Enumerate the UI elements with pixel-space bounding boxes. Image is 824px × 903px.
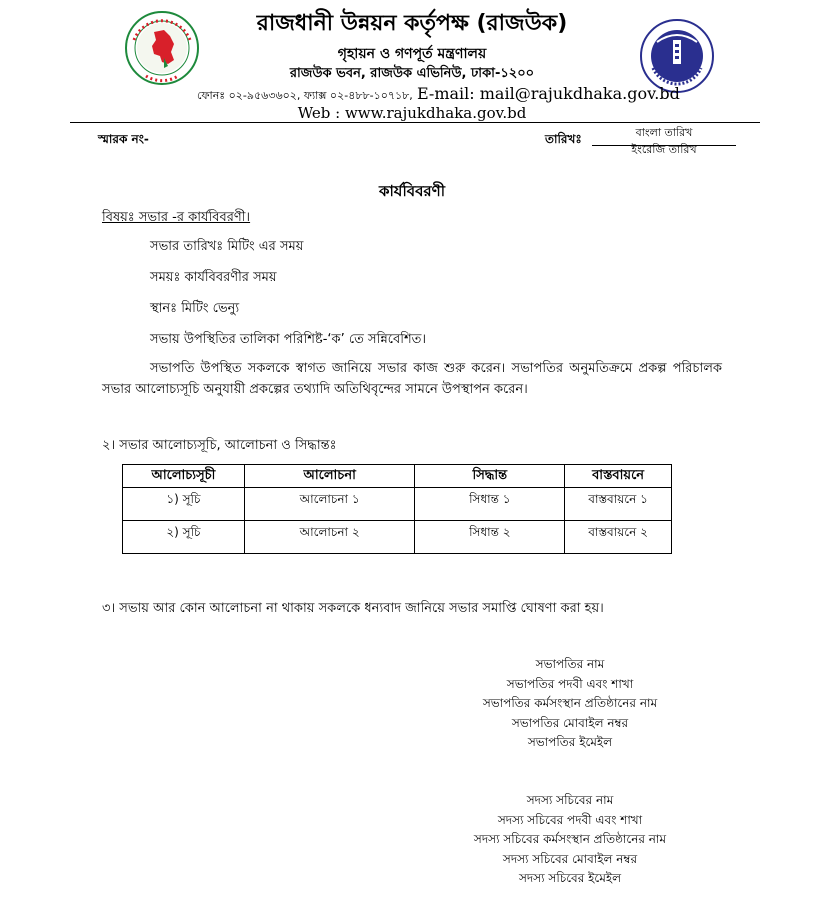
secretary-name: সদস্য সচিবের নাম <box>526 793 614 807</box>
date-label: তারিখঃ <box>545 132 582 146</box>
meeting-venue-line: স্থানঃ মিটিং ভেন্যু <box>150 301 240 316</box>
chair-email: সভাপতির ইমেইল <box>527 735 613 749</box>
date-bangla: বাংলা তারিখ <box>592 124 736 146</box>
ministry-name: গৃহায়ন ও গণপূর্ত মন্ত্রণালয় <box>337 46 487 62</box>
document-title: কার্যবিবরণী <box>378 182 446 200</box>
section-2-heading: ২। সভার আলোচ্যসূচি, আলোচনা ও সিদ্ধান্তঃ <box>102 438 337 453</box>
table-cell: আলোচনা ১ <box>244 488 415 521</box>
table-row <box>123 488 672 521</box>
contact-line <box>197 84 680 106</box>
chair-signature-block <box>420 655 720 753</box>
secretary-designation: সদস্য সচিবের পদবী এবং শাখা <box>497 812 643 827</box>
table-cell: ২) সূচি <box>123 521 245 554</box>
table-cell: সিধান্ত ২ <box>415 521 565 554</box>
subject-line: বিষয়ঃ সভার -র কার্যবিবরণী। <box>102 210 251 225</box>
table-cell: সিধান্ত ১ <box>415 488 565 521</box>
table-cell: ১) সূচি <box>123 488 245 521</box>
closing-statement: ৩। সভায় আর কোন আলোচনা না থাকায় সকলকে ধন্যবাদ জানিয়ে সভার সমাপ্তি ঘোষণা করা হয়। <box>102 601 604 616</box>
meeting-time-line: সময়ঃ কার্যবিবরণীর সময় <box>150 270 277 285</box>
col-header-agenda: আলোচ্যসূচী <box>123 465 245 488</box>
col-header-decision: সিদ্ধান্ত <box>415 465 565 488</box>
attendance-line: সভায় উপস্থিতির তালিকা পরিশিষ্ট-‘ক’ তে সন্নিবেশিত। <box>150 332 427 347</box>
date-english: ইংরেজি তারিখ <box>631 143 697 156</box>
header-divider <box>70 122 760 123</box>
chair-name: সভাপতির নাম <box>535 657 605 671</box>
table-cell: আলোচনা ২ <box>244 521 415 554</box>
organization-address: রাজউক ভবন, রাজউক এভিনিউ, ঢাকা-১২০০ <box>289 66 535 81</box>
table-cell: বাস্তবায়নে ২ <box>565 521 672 554</box>
table-header-row <box>123 465 672 488</box>
agenda-table <box>122 464 672 554</box>
table-row <box>123 521 672 554</box>
col-header-implementation: বাস্তবায়নে <box>565 465 672 488</box>
website[interactable]: Web : www.rajukdhaka.gov.bd <box>297 104 527 122</box>
meeting-date-line: সভার তারিখঃ মিটিং এর সময় <box>150 239 304 254</box>
phone-fax: ফোনঃ ০২-৯৫৬৩৬০২, ফ্যাক্স ০২-৪৮৮-১০৭১৮, <box>197 89 413 102</box>
secretary-mobile: সদস্য সচিবের মোবাইল নম্বর <box>502 851 638 866</box>
intro-paragraph: সভাপতি উপস্থিত সকলকে স্বাগত জানিয়ে সভার কাজ শুরু করেন। সভাপতির অনুমতিক্রমে প্রকল্প পরিচালক সভার আলোচ্যসূচি অনুযায়ী প্রকল্পের তথ্যাদি অতিথিবৃন্দের সামনে উপস্থাপন করেন। <box>102 361 722 397</box>
secretary-signature-block <box>420 791 720 889</box>
chair-organization: সভাপতির কর্মসংস্থান প্রতিষ্ঠানের নাম <box>482 696 658 710</box>
table-cell: বাস্তবায়নে ১ <box>565 488 672 521</box>
chair-mobile: সভাপতির মোবাইল নম্বর <box>511 715 629 730</box>
secretary-email: সদস্য সচিবের ইমেইল <box>518 871 622 885</box>
memo-number-label: স্মারক নং- <box>98 132 149 146</box>
email-address[interactable]: E-mail: mail@rajukdhaka.gov.bd <box>416 84 680 103</box>
organization-name: রাজধানী উন্নয়ন কর্তৃপক্ষ (রাজউক) <box>256 11 568 36</box>
secretary-organization: সদস্য সচিবের কর্মসংস্থান প্রতিষ্ঠানের নাম <box>473 832 667 846</box>
col-header-discussion: আলোচনা <box>244 465 415 488</box>
chair-designation: সভাপতির পদবী এবং শাখা <box>506 676 634 691</box>
